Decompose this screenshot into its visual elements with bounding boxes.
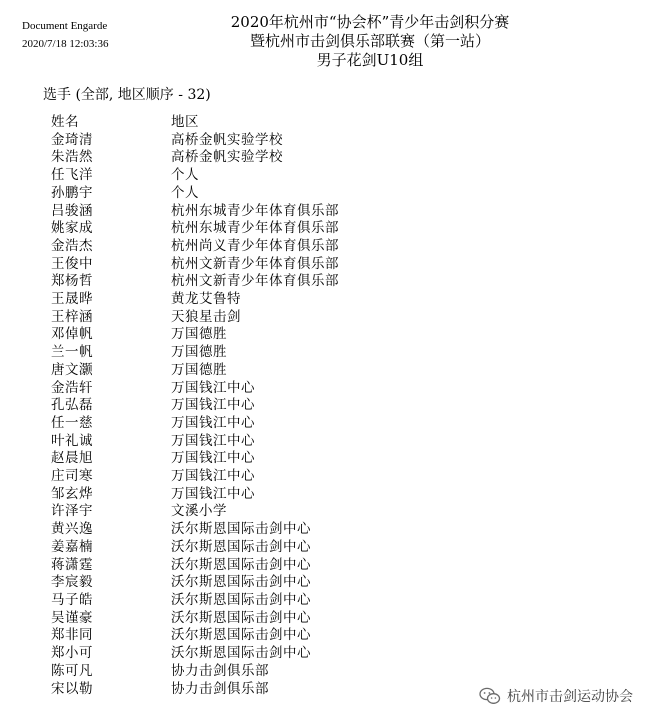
table-row	[51, 681, 471, 699]
participant-name: 唐文灏	[51, 361, 93, 378]
table-row	[51, 486, 471, 504]
table-row	[51, 344, 471, 362]
table-row	[51, 415, 471, 433]
participant-region: 杭州东城青少年体育俱乐部	[171, 220, 339, 237]
table-row	[51, 256, 471, 274]
participant-region: 高桥金帆实验学校	[171, 149, 283, 166]
participant-name: 任飞洋	[51, 167, 93, 184]
participant-region: 万国德胜	[171, 344, 227, 361]
participant-region: 万国钱江中心	[171, 485, 255, 502]
table-row	[51, 627, 471, 645]
participant-name: 金浩轩	[51, 379, 93, 396]
column-header-name: 姓名	[51, 114, 79, 130]
title-line-2: 暨杭州市击剑俱乐部联赛（第一站）	[249, 32, 490, 50]
table-row	[51, 663, 471, 681]
participant-region: 沃尔斯恩国际击剑中心	[171, 521, 311, 538]
table-row	[51, 273, 471, 291]
table-row	[51, 468, 471, 486]
participant-table-body	[51, 132, 471, 699]
participant-region: 个人	[171, 167, 199, 184]
participant-region: 黄龙艾鲁特	[171, 291, 241, 308]
participant-region: 协力击剑俱乐部	[171, 680, 269, 697]
participant-region: 万国钱江中心	[171, 414, 255, 431]
participant-table	[51, 114, 471, 698]
participant-region: 万国钱江中心	[171, 432, 255, 449]
participant-region: 沃尔斯恩国际击剑中心	[171, 574, 311, 591]
participant-name: 姚家成	[51, 220, 93, 237]
participant-name: 王梓涵	[51, 308, 93, 325]
participant-region: 沃尔斯恩国际击剑中心	[171, 645, 311, 662]
participant-region: 万国德胜	[171, 326, 227, 343]
participant-region: 杭州文新青少年体育俱乐部	[171, 255, 339, 272]
participant-name: 孙鹏宇	[51, 184, 93, 201]
participant-region: 沃尔斯恩国际击剑中心	[171, 609, 311, 626]
participant-name: 任一慈	[51, 414, 93, 431]
participant-name: 孔弘磊	[51, 397, 93, 414]
table-row	[51, 645, 471, 663]
participant-region: 沃尔斯恩国际击剑中心	[171, 556, 311, 573]
participant-name: 赵晨旭	[51, 450, 93, 467]
participant-name: 庄司寒	[51, 468, 93, 485]
participant-region: 高桥金帆实验学校	[171, 131, 283, 148]
participant-region: 文溪小学	[171, 503, 227, 520]
participant-region: 杭州尚义青少年体育俱乐部	[171, 237, 339, 254]
table-row	[51, 557, 471, 575]
table-row	[51, 203, 471, 221]
participant-region: 杭州文新青少年体育俱乐部	[171, 273, 339, 290]
watermark	[479, 686, 633, 706]
participant-name: 王俊中	[51, 255, 93, 272]
participant-name: 郑小可	[51, 645, 93, 662]
table-row	[51, 167, 471, 185]
participant-name: 马子皓	[51, 591, 93, 608]
participant-name: 陈可凡	[51, 662, 93, 679]
column-header-region: 地区	[171, 114, 199, 130]
participant-region: 个人	[171, 184, 199, 201]
participant-name: 蒋潇霆	[51, 556, 93, 573]
participant-name: 金琦清	[51, 131, 93, 148]
participant-name: 叶礼诚	[51, 432, 93, 449]
table-row	[51, 132, 471, 150]
participant-region: 万国德胜	[171, 361, 227, 378]
participant-name: 兰一帆	[51, 344, 93, 361]
app-name: Document Engarde	[22, 20, 108, 32]
table-row	[51, 291, 471, 309]
table-header-row	[51, 114, 471, 132]
participant-name: 吴谨豪	[51, 609, 93, 626]
table-row	[51, 309, 471, 327]
timestamp: 2020/7/18 12:03:36	[22, 38, 109, 50]
table-row	[51, 380, 471, 398]
title-line-1: 2020年杭州市“协会杯”青少年击剑积分赛	[230, 13, 510, 31]
table-row	[51, 326, 471, 344]
table-row	[51, 539, 471, 557]
title-line-3: 男子花剑U10组	[316, 51, 424, 69]
participant-name: 郑杨哲	[51, 273, 93, 290]
participant-name: 王晟晔	[51, 291, 93, 308]
table-row	[51, 592, 471, 610]
wechat-icon	[479, 687, 501, 705]
watermark-text: 杭州市击剑运动协会	[507, 689, 633, 705]
document-title	[180, 13, 560, 70]
participant-name: 黄兴逸	[51, 521, 93, 538]
table-row	[51, 521, 471, 539]
table-row	[51, 185, 471, 203]
table-row	[51, 450, 471, 468]
participant-name: 金浩杰	[51, 237, 93, 254]
participant-name: 郑非同	[51, 627, 93, 644]
participant-name: 邓倬帆	[51, 326, 93, 343]
table-row	[51, 397, 471, 415]
table-row	[51, 149, 471, 167]
participant-region: 沃尔斯恩国际击剑中心	[171, 538, 311, 555]
table-row	[51, 610, 471, 628]
participant-name: 吕骏涵	[51, 202, 93, 219]
participant-region: 协力击剑俱乐部	[171, 662, 269, 679]
table-row	[51, 433, 471, 451]
participant-region: 杭州东城青少年体育俱乐部	[171, 202, 339, 219]
participant-region: 万国钱江中心	[171, 397, 255, 414]
participant-name: 姜嘉楠	[51, 538, 93, 555]
participant-name: 朱浩然	[51, 149, 93, 166]
table-row	[51, 238, 471, 256]
participant-name: 宋以勒	[51, 680, 93, 697]
table-row	[51, 574, 471, 592]
participant-name: 邹玄烨	[51, 485, 93, 502]
participant-region: 沃尔斯恩国际击剑中心	[171, 627, 311, 644]
participant-region: 万国钱江中心	[171, 468, 255, 485]
section-heading: 选手 (全部, 地区顺序 - 32)	[43, 87, 211, 103]
participant-region: 万国钱江中心	[171, 450, 255, 467]
participant-region: 沃尔斯恩国际击剑中心	[171, 591, 311, 608]
table-row	[51, 220, 471, 238]
participant-region: 万国钱江中心	[171, 379, 255, 396]
participant-name: 许泽宇	[51, 503, 93, 520]
participant-name: 李宸毅	[51, 574, 93, 591]
table-row	[51, 503, 471, 521]
participant-region: 天狼星击剑	[171, 308, 241, 325]
table-row	[51, 362, 471, 380]
